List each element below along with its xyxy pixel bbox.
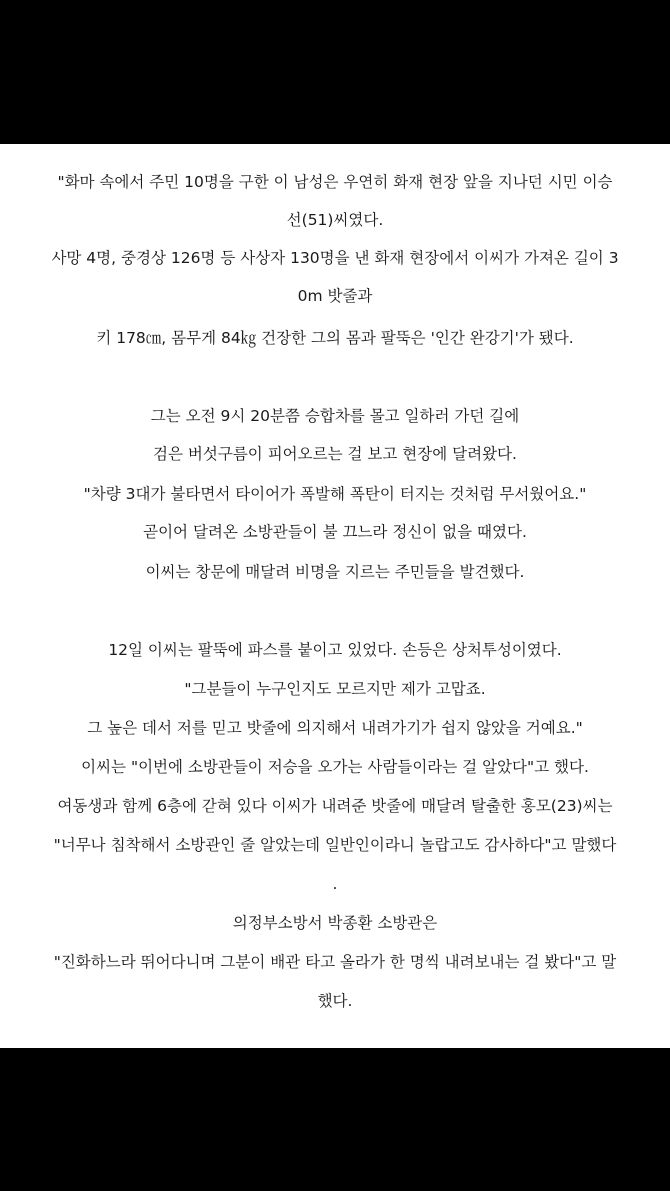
text-line: "그분들이 누구인지도 모르지만 제가 고맙죠. (184, 680, 486, 698)
text-line: "너무나 침착해서 소방관인 줄 알았는데 일반인이라니 놀랍고도 감사하다"고 말했다 (53, 836, 617, 854)
text-line: 곧이어 달려온 소방관들이 불 끄느라 정신이 없을 때였다. (143, 523, 527, 541)
text-line: 했다. (317, 992, 353, 1010)
text-line: 키 178㎝, 몸무게 84㎏ 건장한 그의 몸과 팔뚝은 '인간 완강기'가 됐다. (96, 329, 574, 347)
text-line: 그 높은 데서 저를 믿고 밧줄에 의지해서 내려가기가 쉽지 않았을 거예요." (87, 719, 583, 737)
article-page (0, 144, 670, 1048)
text-line: 검은 버섯구름이 피어오르는 걸 보고 현장에 달려왔다. (153, 445, 517, 463)
text-line: 이씨는 "이번에 소방관들이 저승을 오가는 사람들이라는 걸 알았다"고 했다. (81, 758, 589, 776)
text-line: 이씨는 창문에 매달려 비명을 지르는 주민들을 발견했다. (145, 563, 525, 581)
text-line: "진화하느라 뛰어다니며 그분이 배관 타고 올라가 한 명씩 내려보내는 걸 봤다"고 말 (53, 953, 617, 971)
text-line: . (332, 875, 338, 893)
text-line: 의정부소방서 박종환 소방관은 (232, 914, 438, 932)
text-line: 0m 밧줄과 (297, 287, 373, 305)
text-line: 선(51)씨였다. (286, 211, 384, 229)
text-line: 그는 오전 9시 20분쯤 승합차를 몰고 일하러 가던 길에 (150, 407, 520, 425)
text-line: 여동생과 함께 6층에 갇혀 있다 이씨가 내려준 밧줄에 매달려 탈출한 홍모(23)씨는 (57, 797, 613, 815)
text-line: "화마 속에서 주민 10명을 구한 이 남성은 우연히 화재 현장 앞을 지나던 시민 이승 (57, 173, 613, 191)
text-line: "차량 3대가 불타면서 타이어가 폭발해 폭탄이 터지는 것처럼 무서웠어요." (83, 485, 587, 503)
text-line: 사망 4명, 중경상 126명 등 사상자 130명을 낸 화재 현장에서 이씨가 가져온 길이 3 (51, 249, 619, 267)
text-line: 12일 이씨는 팔뚝에 파스를 붙이고 있었다. 손등은 상처투성이였다. (108, 641, 562, 659)
